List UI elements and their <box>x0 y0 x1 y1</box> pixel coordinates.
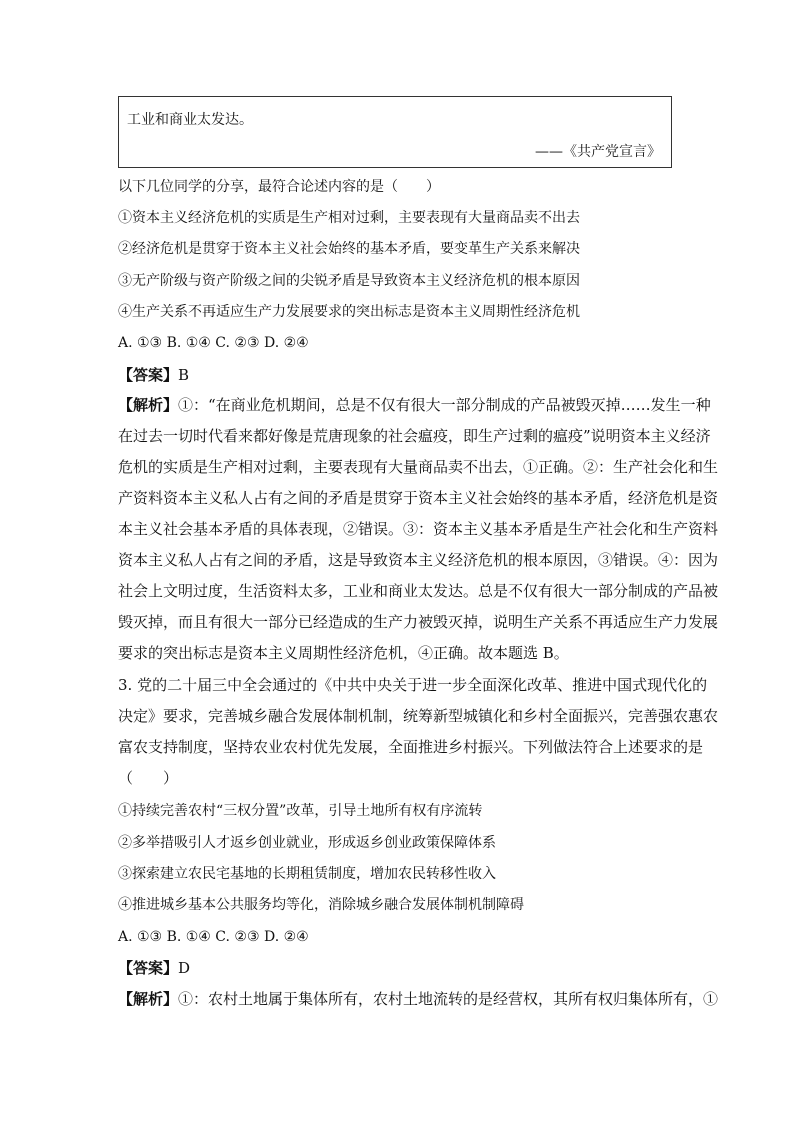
stem-line: （ ） <box>118 769 179 787</box>
question-3-analysis <box>118 984 719 1015</box>
analysis-line: 要求的突出标志是资本主义周期性经济危机，④正确。故本题选 B。 <box>118 644 569 662</box>
question-3-option-2: ②多举措吸引人才返乡创业就业，形成返乡创业政策保障体系 <box>118 835 496 851</box>
stem-line: 富农支持制度，坚持农业农村优先发展，全面推进乡村振兴。下列做法符合上述要求的是 <box>118 738 704 756</box>
question-3-answer <box>118 959 190 977</box>
analysis-line: 本主义社会基本矛盾的具体表现，②错误。③：资本主义基本矛盾是生产社会化和生产资料 <box>118 520 719 538</box>
analysis-line: 产资料资本主义私人占有之间的矛盾是贯穿于资本主义社会始终的基本矛盾，经济危机是资 <box>118 489 719 507</box>
stem-line: 决定》要求，完善城乡融合发展体制机制，统筹新型城镇化和乡村全面振兴，完善强农惠农 <box>118 707 719 725</box>
question-2-option-2: ②经济危机是贯穿于资本主义社会始终的基本矛盾，要变革生产关系来解决 <box>118 241 580 257</box>
analysis-line: 社会上文明过度，生活资料太多，工业和商业太发达。总是不仅有很大一部分制成的产品被 <box>118 582 719 600</box>
analysis-line: 【解析】①：“在商业危机期间，总是不仅有很大一部分制成的产品被毁灭掉……发生一种 <box>118 396 711 414</box>
analysis-label: 【解析】 <box>118 990 179 1008</box>
analysis-line: 【解析】①：农村土地属于集体所有，农村土地流转的是经营权，其所有权归集体所有，① <box>118 990 719 1008</box>
question-2-answer <box>118 366 189 384</box>
question-2-option-4: ④生产关系不再适应生产力发展要求的突出标志是资本主义周期性经济危机 <box>118 304 580 320</box>
document-page <box>118 96 719 1008</box>
analysis-line: 在过去一切时代看来都好像是荒唐现象的社会瘟疫，即生产过剩的瘟疫”说明资本主义经济 <box>118 427 711 445</box>
answer-value: D <box>178 959 191 977</box>
analysis-line: 危机的实质是生产相对过剩，主要表现有大量商品卖不出去，①正确。②：生产社会化和生 <box>118 458 719 476</box>
analysis-line: 资本主义私人占有之间的矛盾，这是导致资本主义经济危机的根本原因，③错误。④：因为 <box>118 551 719 569</box>
answer-label: 【答案】 <box>118 959 179 977</box>
question-3-option-1: ①持续完善农村“三权分置”改革，引导土地所有权有序流转 <box>118 803 483 819</box>
question-2-stem: 以下几位同学的分享，最符合论述内容的是（ ） <box>118 179 440 195</box>
analysis-line: 毁灭掉，而且有很大一部分已经造成的生产力被毁灭掉，说明生产关系不再适应生产力发展 <box>118 613 719 631</box>
question-3-option-4: ④推进城乡基本公共服务均等化，消除城乡融合发展体制机制障碍 <box>118 897 524 913</box>
question-2-option-1: ①资本主义经济危机的实质是生产相对过剩，主要表现有大量商品卖不出去 <box>118 210 580 226</box>
quote-box <box>118 96 672 168</box>
question-3-choices: A. ①③ B. ①④ C. ②③ D. ②④ <box>118 929 309 945</box>
quote-source: ——《共产党宣言》 <box>535 144 661 160</box>
answer-value: B <box>178 366 190 384</box>
stem-line: 3. 党的二十届三中全会通过的《中共中央关于进一步全面深化改革、推进中国式现代化的 <box>118 676 708 694</box>
answer-label: 【答案】 <box>118 366 179 384</box>
question-3-option-3: ③探索建立农民宅基地的长期租赁制度，增加农民转移性收入 <box>118 866 496 882</box>
quote-text: 工业和商业太发达。 <box>127 112 253 128</box>
question-2-analysis <box>118 390 719 669</box>
analysis-label: 【解析】 <box>118 396 179 414</box>
question-2-choices: A. ①③ B. ①④ C. ②③ D. ②④ <box>118 335 309 351</box>
question-3-stem <box>118 670 719 794</box>
question-2-option-3: ③无产阶级与资产阶级之间的尖锐矛盾是导致资本主义经济危机的根本原因 <box>118 273 580 289</box>
